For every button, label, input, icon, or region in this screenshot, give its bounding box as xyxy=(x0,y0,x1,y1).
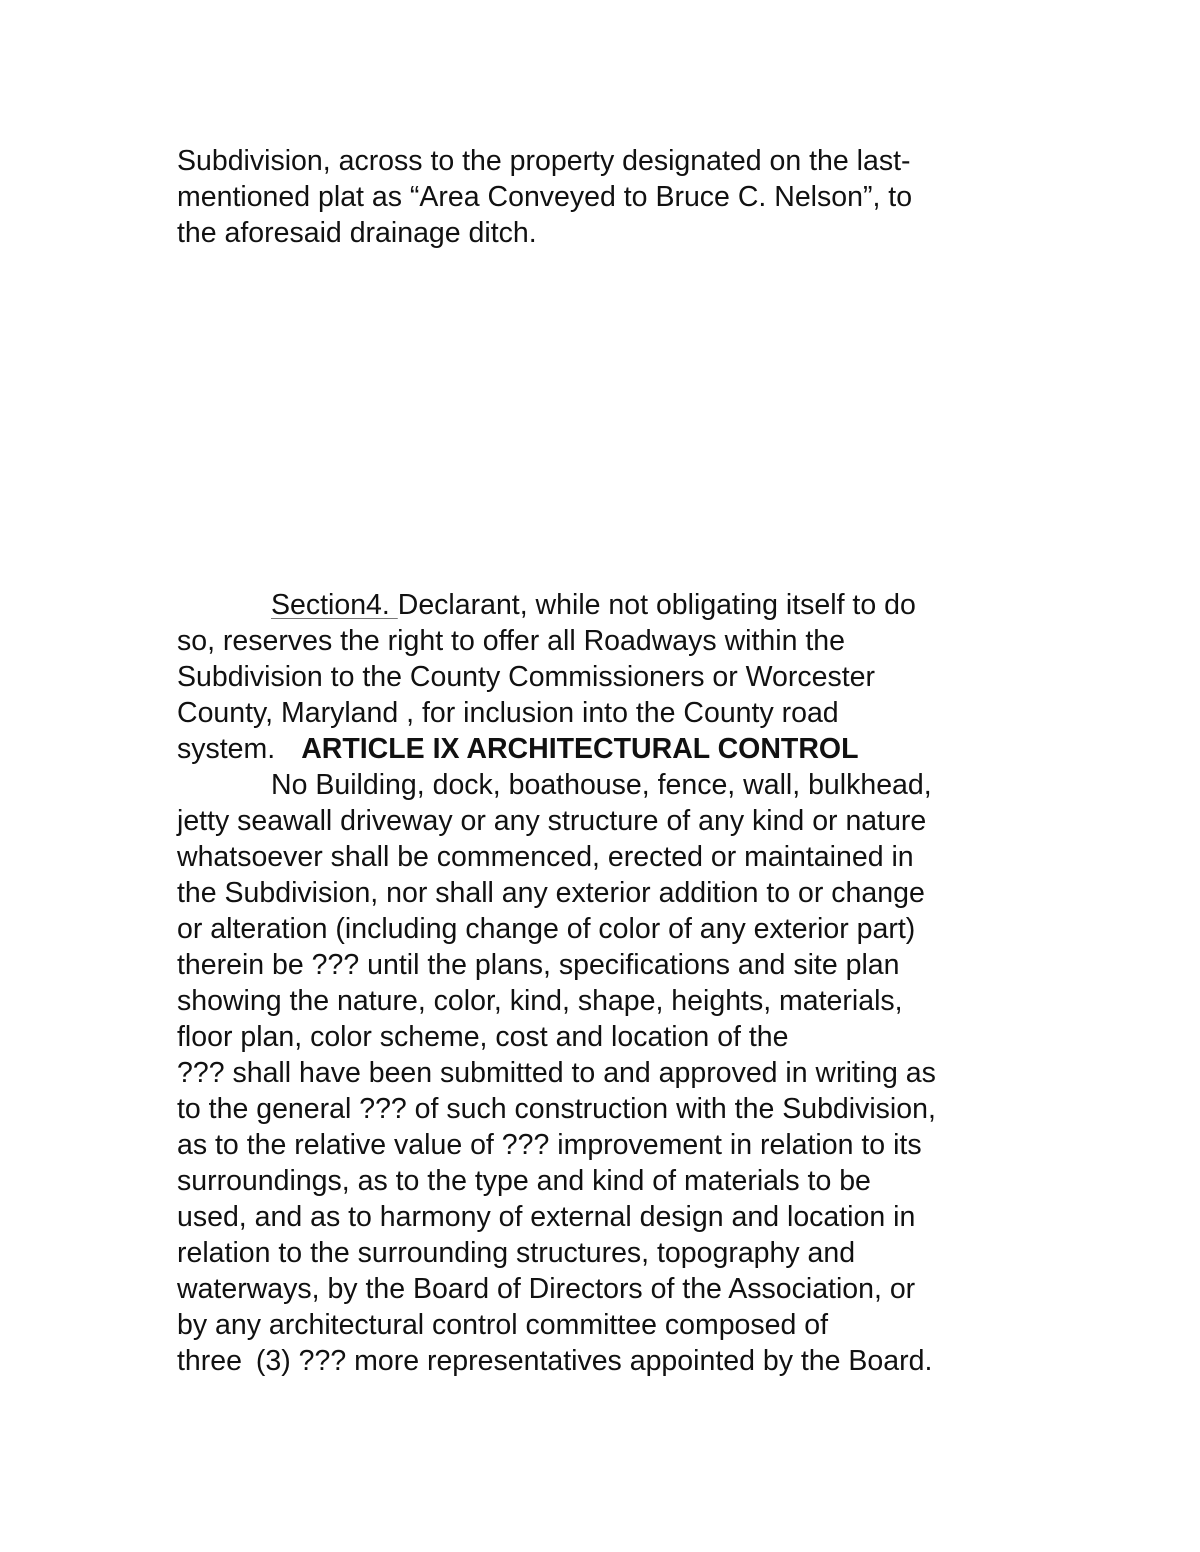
text-line: by any architectural control committee composed of xyxy=(177,1309,829,1341)
text-line: therein be ??? until the plans, specifications and site plan xyxy=(177,949,900,981)
text-line: used, and as to harmony of external design and location in xyxy=(177,1201,916,1233)
text-line: County, Maryland , for inclusion into the County road xyxy=(177,697,839,729)
text-line: ??? shall have been submitted to and approved in writing as xyxy=(177,1057,936,1089)
section-4-last-line xyxy=(177,731,859,767)
article-heading: ARTICLE IX ARCHITECTURAL CONTROL xyxy=(301,733,859,765)
text-line: as to the relative value of ??? improvement in relation to its xyxy=(177,1129,922,1161)
text-line: to the general ??? of such construction with the Subdivision, xyxy=(177,1093,936,1125)
text-line: jetty seawall driveway or any structure of any kind or nature xyxy=(177,805,927,837)
text-span: three xyxy=(177,1345,242,1377)
final-line xyxy=(177,1343,932,1379)
text-line: surroundings, as to the type and kind of materials to be xyxy=(177,1165,871,1197)
text-line: relation to the surrounding structures, topography and xyxy=(177,1237,856,1269)
text-line: Subdivision to the County Commissioners or Worcester xyxy=(177,661,875,693)
text-line: the aforesaid drainage ditch. xyxy=(177,217,537,249)
text-line: showing the nature, color, kind, shape, heights, materials, xyxy=(177,985,903,1017)
text-line: No Building, dock, boathouse, fence, wall, bulkhead, xyxy=(271,769,932,801)
text-line: so, reserves the right to offer all Roadways within the xyxy=(177,625,845,657)
text-line: or alteration (including change of color of any exterior part) xyxy=(177,913,916,945)
section-4-first-line xyxy=(271,587,916,623)
text-line: floor plan, color scheme, cost and location of the xyxy=(177,1021,789,1053)
text-line: the Subdivision, nor shall any exterior addition to or change xyxy=(177,877,925,909)
section-label: Section4. xyxy=(271,589,398,621)
text-line: waterways, by the Board of Directors of the Association, or xyxy=(177,1273,916,1305)
text-line: whatsoever shall be commenced, erected or maintained in xyxy=(177,841,914,873)
text-line: Subdivision, across to the property designated on the last- xyxy=(177,145,911,177)
text-span: system. xyxy=(177,733,276,765)
text-span: Declarant, while not obligating itself to do xyxy=(397,589,916,621)
text-line: mentioned plat as “Area Conveyed to Bruce C. Nelson”, to xyxy=(177,181,913,213)
text-span: (3) ??? more representatives appointed by the Board. xyxy=(255,1345,933,1377)
